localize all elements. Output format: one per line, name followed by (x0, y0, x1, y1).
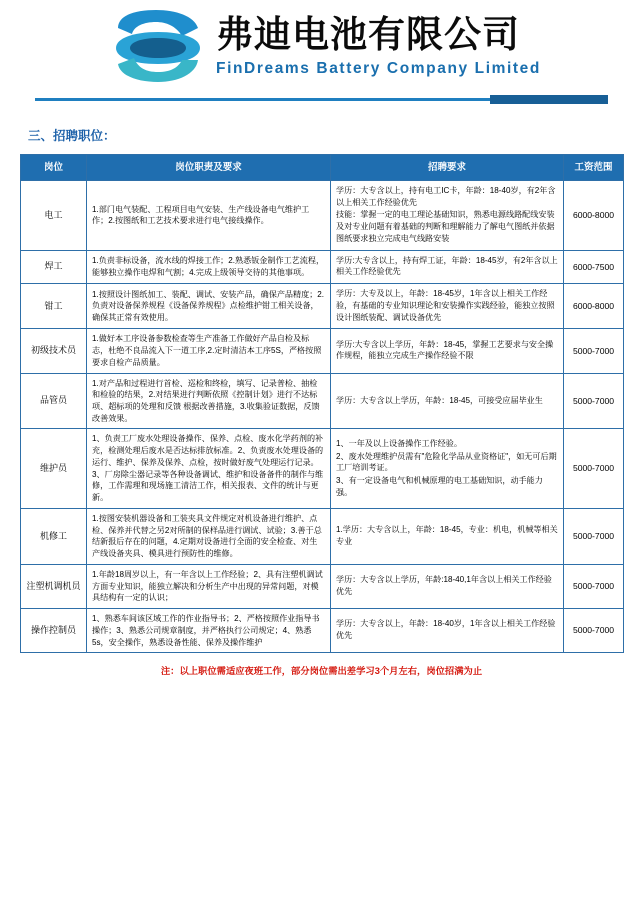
table-row (21, 564, 624, 608)
requirement-line: 1、一年及以上设备操作工作经验。 (336, 438, 462, 448)
company-name-cn: 弗迪电池有限公司 (216, 15, 520, 57)
table-row (21, 508, 624, 564)
table-row (21, 609, 624, 653)
cell-salary: 5000-7000 (564, 429, 624, 508)
requirement-line: 学历：大专含以上，持有电工IC卡，年龄：18-40岁，有2年含以上相关工作经验优先 (336, 186, 556, 207)
cell-post: 初级技术员 (21, 329, 87, 373)
cell-post: 品管员 (21, 373, 87, 429)
requirement-line: 学历：大专含以上学历，年龄：18-45，可接受应届毕业生 (336, 395, 543, 405)
cell-post: 注塑机调机员 (21, 564, 87, 608)
requirement-line: 3、有一定设备电气和机械原理的电工基础知识，动手能力强。 (336, 476, 543, 497)
cell-duty: 1.做好本工序设备参数检查等生产准备工作做好产品自检及标志，杜绝不良品流入下一道工序,2.定时清洁本工序5S，严格按照要求自检产品质量。 (87, 329, 331, 373)
col-header-salary: 工资范围 (564, 155, 624, 181)
cell-salary: 6000-8000 (564, 181, 624, 251)
cell-duty: 1、熟悉车间该区域工作的作业指导书；2、严格按照作业指导书操作；3、熟悉公司规章制度，并严格执行公司规定；4、熟悉5s，安全操作，熟悉设备性能、保养及操作维护 (87, 609, 331, 653)
cell-post: 操作控制员 (21, 609, 87, 653)
header-divider-block (490, 95, 608, 104)
cell-post: 机修工 (21, 508, 87, 564)
cell-salary: 5000-7000 (564, 564, 624, 608)
requirement-line: 学历：大专含以上，年龄：18-40岁，1年含以上相关工作经验优先 (336, 619, 556, 641)
table-row (21, 250, 624, 283)
cell-requirement (331, 329, 564, 373)
cell-duty: 1、负责工厂废水处理设备操作、保养、点检、废水化学药剂的补充，检测处理后废水是否达标排放标准。2、负责废水处理设备的运行、维护、保养及保养、点检，按时做好废气处理运行记录。3、厂房除尘器记录等各种设备调试、维护和设备备件的制作与维修，工作需理和现场施工清洁工作，相关报表、文件的统计与更新。 (87, 429, 331, 508)
requirement-line: 技能：掌握一定的电工理论基础知识，熟悉电源线路配线安装及对专业问题有着基础的判断和理解能力了解电气图纸并依据图纸要求独立完成电气线路安装 (336, 210, 555, 243)
cell-requirement (331, 181, 564, 251)
jobs-table-wrapper (20, 154, 623, 653)
section-title: 三、招聘职位： (28, 129, 116, 143)
company-name-block (216, 17, 541, 77)
col-header-post: 岗位 (21, 155, 87, 181)
col-header-requirement: 招聘要求 (331, 155, 564, 181)
cell-post: 焊工 (21, 250, 87, 283)
table-header (21, 155, 624, 181)
cell-salary: 6000-7500 (564, 250, 624, 283)
cell-requirement (331, 508, 564, 564)
cell-duty: 1.部门电气装配、工程项目电气安装、生产线设备电气维护工作；2.按图纸和工艺技术要求进行电气接线操作。 (87, 181, 331, 251)
cell-requirement (331, 250, 564, 283)
cell-requirement (331, 564, 564, 608)
cell-duty: 1.按照设计图纸加工、装配、调试、安装产品，确保产品精度；2.负责对设备保养规程《设备保养规程》点检维护钳工相关设备，确保其正常有效使用。 (87, 284, 331, 329)
cell-salary: 5000-7000 (564, 329, 624, 373)
cell-duty: 1.年龄18周岁以上，有一年含以上工作经验；2、具有注塑机调试方面专业知识，能独立解决和分析生产中出现的异常问题，对模具结构有一定的认识； (87, 564, 331, 608)
cell-requirement (331, 609, 564, 653)
col-header-duty: 岗位职责及要求 (87, 155, 331, 181)
table-row (21, 181, 624, 251)
jobs-table (20, 154, 624, 653)
cell-duty: 1.负责非标设备，流水线的焊接工作；2.熟悉钣金制作工艺流程，能够独立操作电焊和气割；4.完成上级领导交待的其他事项。 (87, 250, 331, 283)
cell-salary: 5000-7000 (564, 609, 624, 653)
table-row (21, 373, 624, 429)
cell-post: 电工 (21, 181, 87, 251)
table-row (21, 329, 624, 373)
table-row (21, 284, 624, 329)
requirement-line: 1.学历：大专含以上，年龄：18-45，专业：机电，机械等相关专业 (336, 525, 558, 546)
requirement-line: 2、废水处理维护员需有"危险化学品从业资格证"，如无可后期工厂培训考证。 (336, 451, 557, 473)
stacked-layers-logo-icon (112, 8, 204, 86)
company-logo-block (0, 8, 643, 86)
cell-requirement (331, 373, 564, 429)
header-divider-line (35, 98, 490, 101)
cell-post: 钳工 (21, 284, 87, 329)
cell-salary: 6000-8000 (564, 284, 624, 329)
cell-duty: 1.对产品和过程进行首检、巡检和终检，填写、记录普检、抽检和检验的结果，2.对结果进行判断依照《控制计划》进行不达标项、超标项的处理和反馈 根据改善措施，3.收集验证数据，反馈改善效果。 (87, 373, 331, 429)
page-header (0, 0, 643, 112)
requirement-line: 学历：大专及以上，年龄：18-45岁，1年含以上相关工作经验，有基础的专业知识理论和安装操作实践经验，能独立按照设计图纸装配、调试设备优先 (336, 289, 555, 322)
requirement-line: 学历:大专含以上，持有焊工证，年龄：18-45岁，有2年含以上相关工作经验优先 (336, 255, 558, 277)
cell-duty: 1.按图安装机器设备和工装夹具文件规定对机设备进行维护、点检、保养并代替之另2对所制的保样品进行调试、试验；3.善于总结新报后存在的问题，4.定期对设备进行全面的安全检查、对生产线设备夹具、模具进行预防性的维修。 (87, 508, 331, 564)
company-name-en: FinDreams Battery Company Limited (216, 60, 541, 78)
requirement-line: 学历：大专含以上学历，年龄:18-40,1年含以上相关工作经验优先 (336, 575, 552, 596)
table-header-row (21, 155, 624, 181)
requirement-line: 学历:大专含以上学历，年龄：18-45，掌握工艺要求与安全操作规程，能独立完成生产操作经验不限 (336, 339, 554, 361)
cell-requirement (331, 284, 564, 329)
table-row (21, 429, 624, 508)
footnote: 注：以上职位需适应夜班工作，部分岗位需出差学习3个月左右，岗位招满为止 (160, 666, 483, 677)
table-body (21, 181, 624, 653)
cell-requirement (331, 429, 564, 508)
cell-salary: 5000-7000 (564, 508, 624, 564)
cell-post: 维护员 (21, 429, 87, 508)
cell-salary: 5000-7000 (564, 373, 624, 429)
header-divider (0, 95, 643, 104)
